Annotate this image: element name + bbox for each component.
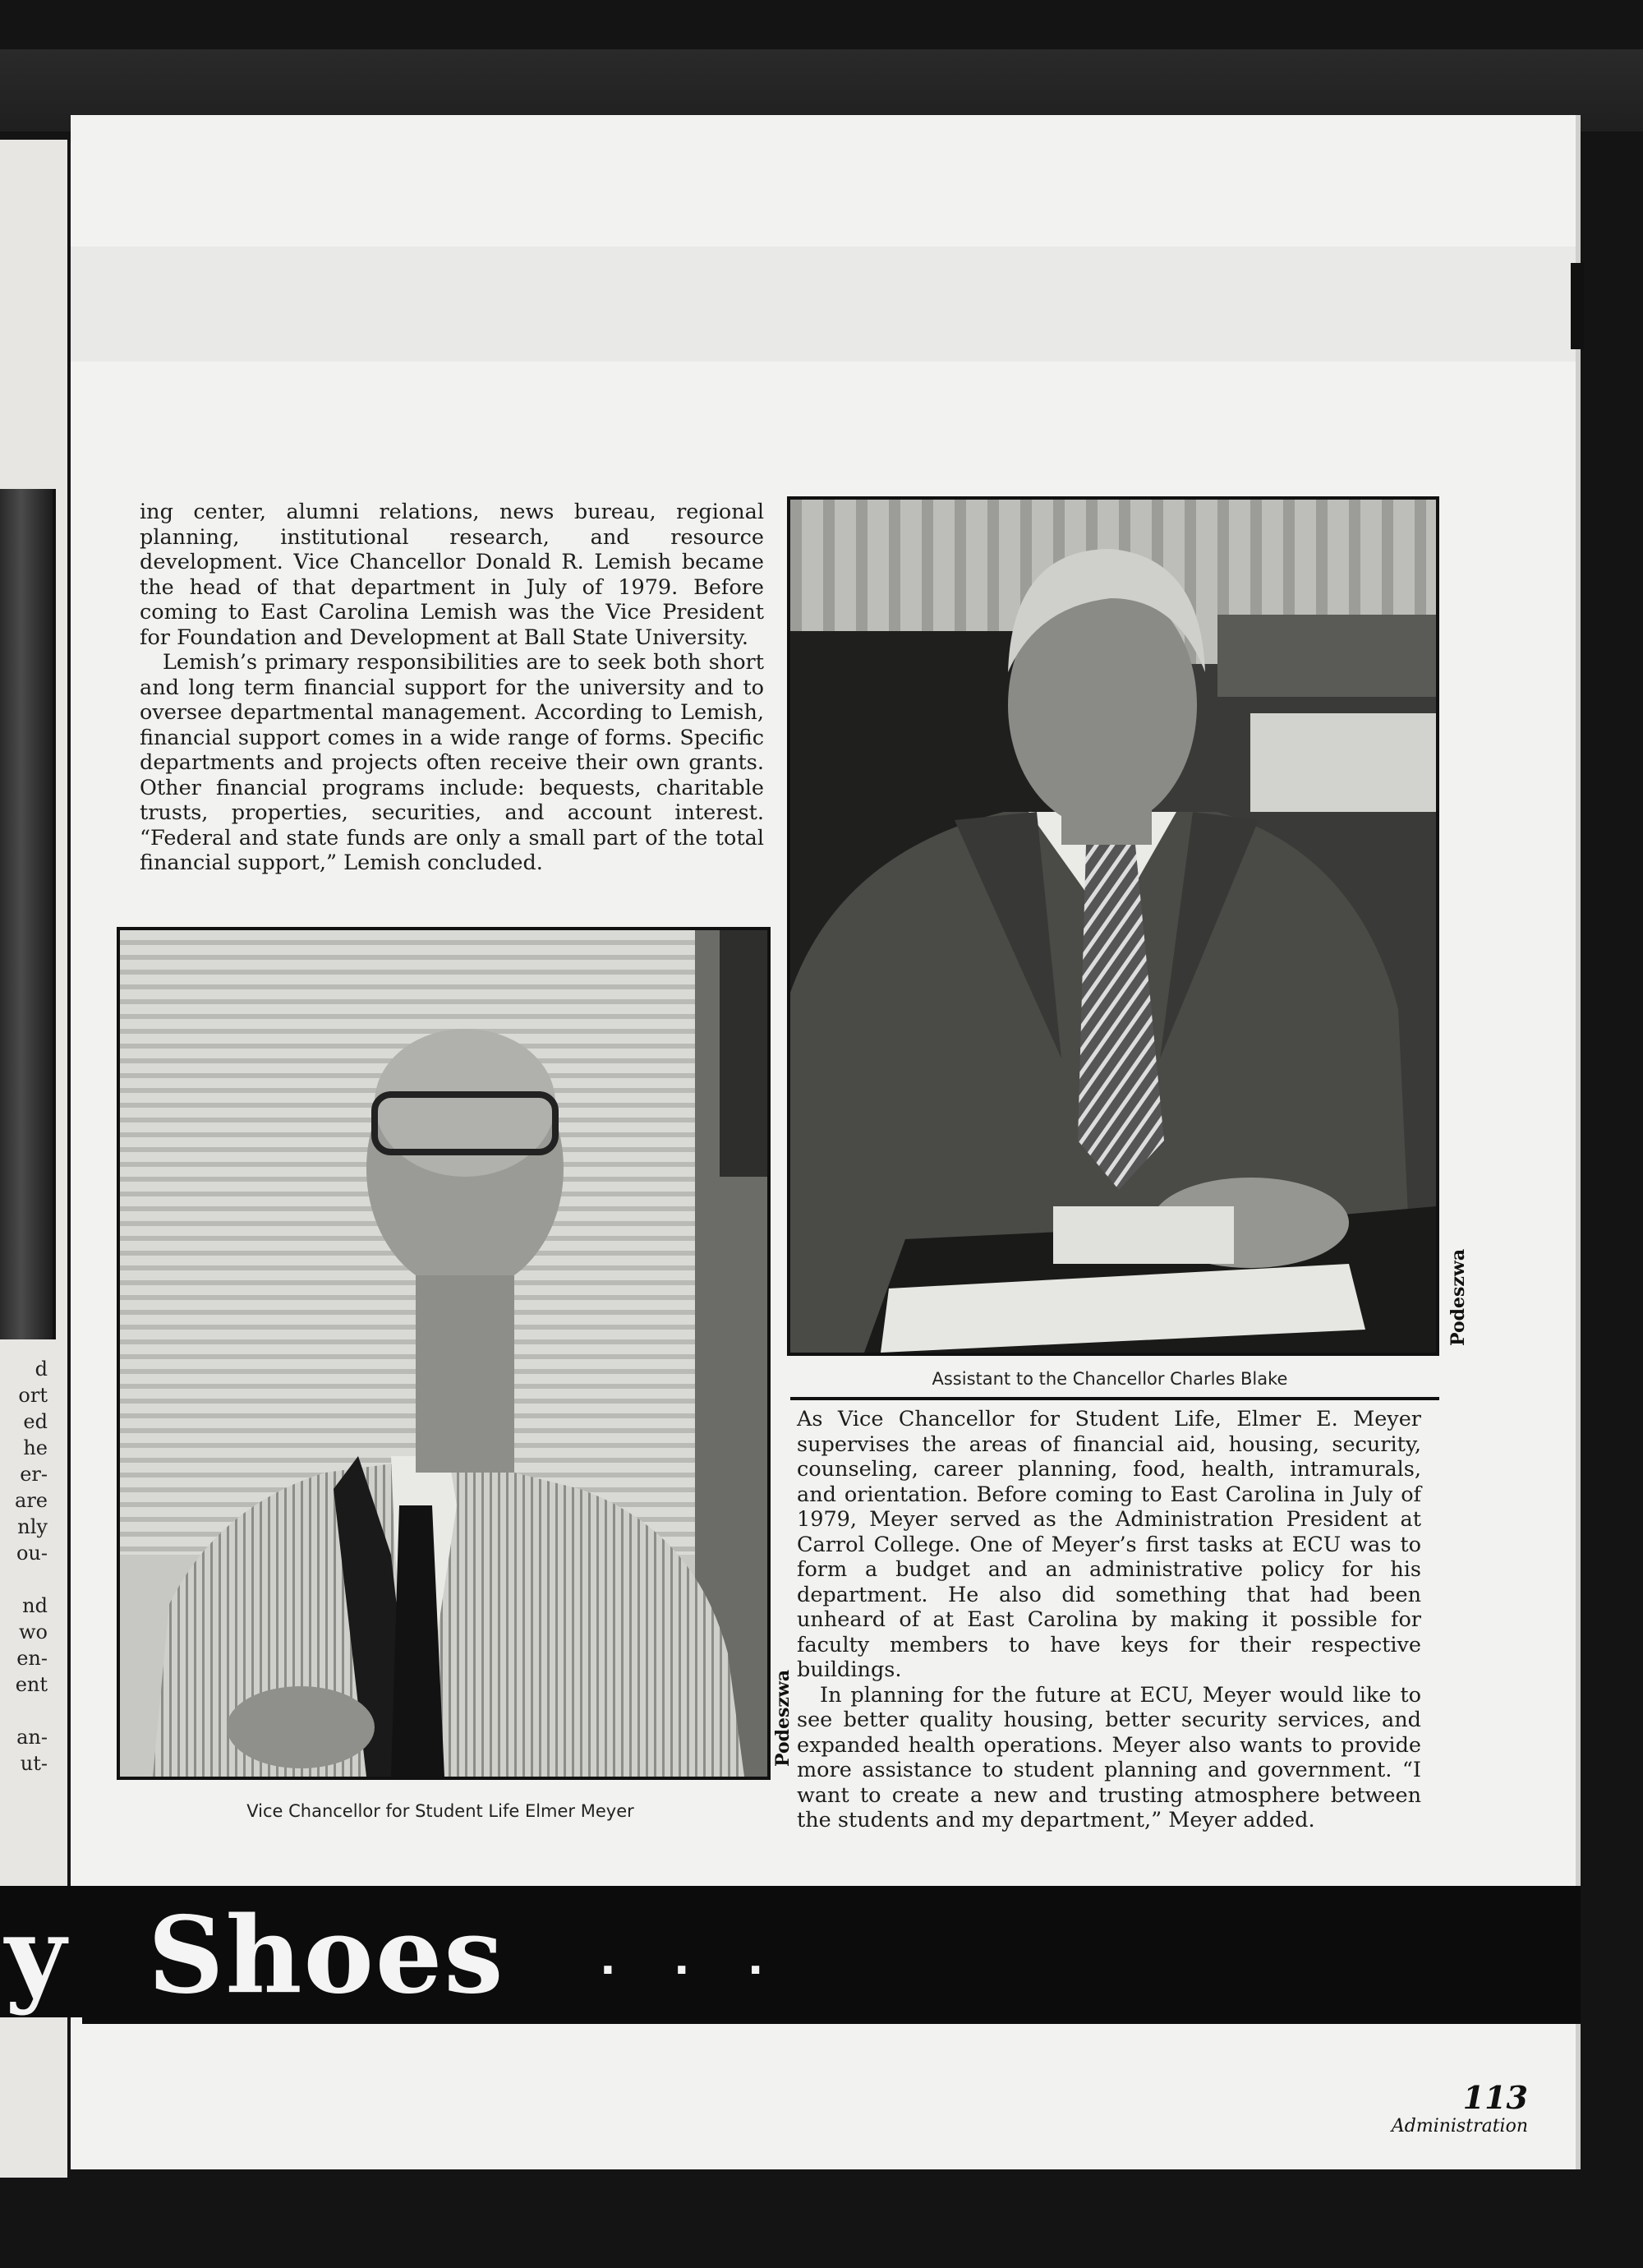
left-page-text-fragments [0,1356,48,1777]
photo-credit-meyer: Podeszwa [772,1669,794,1767]
right-paragraph-2: In planning for the future at ECU, Meyer would like to see better quality housing, better security services, and expanded health operations. Meyer also wants to provide more assistance to student planning and government. “I want to create a new and trusting atmosphere between the students and my department,” Meyer added. [797,1682,1421,1832]
left-fragment-line: an- [16,1726,48,1749]
caption-meyer: Vice Chancellor for Student Life Elmer Meyer [246,1801,634,1821]
left-fragment-line: ed [23,1410,48,1433]
page-edge [1576,115,1581,2169]
left-paragraph-2: Lemish’s primary responsibilities are to seek both short and long term financial support for the university and to oversee departmental management. According to Lemish, financial support comes in a wide range of forms. Specific departments and projects often receive their own grants. Other financial programs include: bequests, charitable trusts, properties, securities, and account interest. “Federal and state funds are only a small part of the total financial support,” Lemish concluded. [140,650,764,875]
left-fragment-line: d [35,1358,48,1381]
left-fragment-line: ut- [20,1752,48,1775]
photo-elmer-meyer-image [120,930,767,1777]
caption-rule [790,1397,1439,1400]
left-fragment-line: ort [18,1384,48,1407]
left-fragment-line: nly [17,1515,48,1538]
left-fragment-line [0,1566,48,1593]
left-fragment-line: nd [22,1594,48,1617]
left-fragment-line: en- [16,1647,48,1670]
right-paragraph-1: As Vice Chancellor for Student Life, Elmer E. Meyer supervises the areas of financial aid, housing, security, counseling, career planning, food, health, intramurals, and orientation. Before coming to East Carolina in July of 1979, Meyer served as the Administration President at Carrol College. One of Meyer’s first tasks at ECU was to form a budget and an administrative policy for his department. He also did something that had been unheard of at East Carolina by making it possible for faculty members to have keys for their respective buildings. [797,1407,1421,1682]
photo-credit-blake: Podeszwa [1447,1248,1469,1346]
left-fragment-line: are [15,1489,48,1512]
photo-charles-blake [787,496,1439,1356]
top-band [71,247,1576,362]
left-fragment-line: ent [15,1673,48,1696]
left-fragment-line [0,1698,48,1724]
banner-title: Shoes [148,1894,505,2017]
banner-left-letter: y [5,1894,67,2017]
page-number: 113 [1462,2079,1528,2116]
banner-ellipsis: . . . [600,1935,785,1984]
photo-charles-blake-image [790,500,1436,1353]
left-fragment-line: er- [20,1463,48,1486]
left-page-photo-fragment [0,489,56,1339]
right-column-text [797,1407,1421,1833]
left-fragment-line: ou- [16,1542,48,1565]
photo-elmer-meyer [117,927,771,1780]
left-fragment-line: he [23,1436,48,1459]
left-fragment-line: wo [19,1620,48,1643]
caption-blake: Assistant to the Chancellor Charles Blake [932,1369,1288,1389]
section-name: Administration [1391,2116,1528,2137]
edge-tab [1571,263,1584,349]
left-paragraph-1: ing center, alumni relations, news bureau, regional planning, institutional research, and resource development. Vice Chancellor Donald R. Lemish became the head of that department in July of 1979. Before coming to East Carolina Lemish was the Vice President for Foundation and Development at Ball State University. [140,500,764,650]
left-column-text [140,500,764,876]
